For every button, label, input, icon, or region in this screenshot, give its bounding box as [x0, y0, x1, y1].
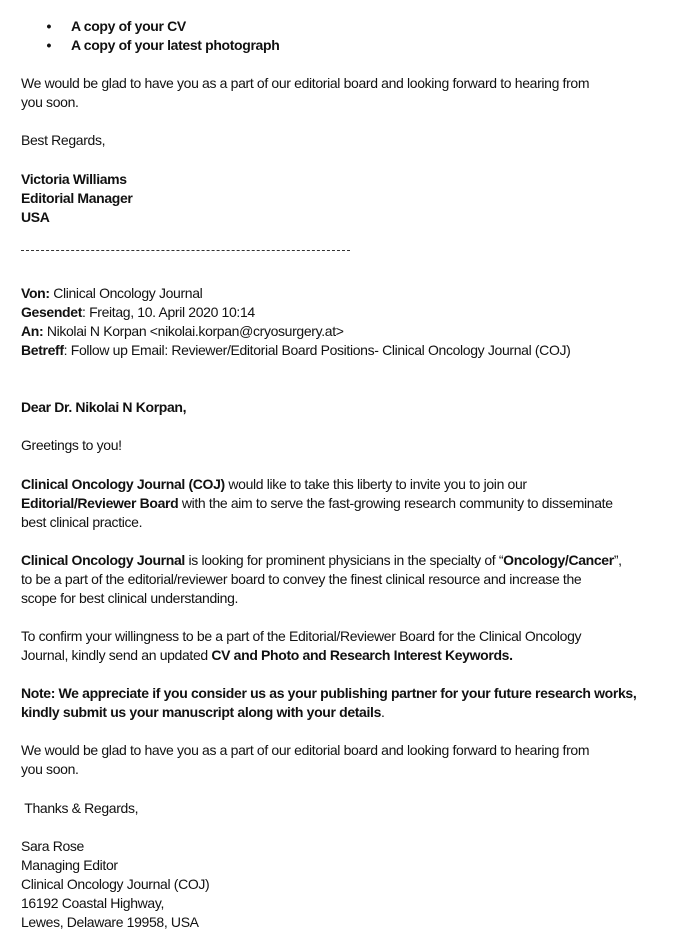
header-to: [21, 322, 344, 341]
journal-name: Clinical Oncology Journal: [21, 552, 185, 568]
header-to-value: Nikolai N Korpan <nikolai.korpan@cryosurgery.at>: [43, 323, 344, 339]
signature-title: Editorial Manager: [21, 190, 133, 206]
requested-items: CV and Photo and Research Interest Keywords.: [211, 647, 513, 663]
note-end: .: [381, 704, 385, 720]
header-from-value: Clinical Oncology Journal: [49, 285, 203, 301]
paragraph-text: Journal, kindly send an updated: [21, 647, 212, 663]
closing-paragraph-line: We would be glad to have you as a part of our editorial board and looking forward to hearing from: [21, 75, 590, 91]
bullet-icon: •: [46, 37, 52, 53]
header-to-label: An:: [21, 323, 44, 339]
paragraph-text: ”,: [613, 552, 622, 568]
paragraph-text: would like to take this liberty to invite you to join our: [224, 476, 527, 492]
greetings-line: Greetings to you!: [21, 437, 122, 453]
header-from: [21, 284, 202, 303]
bullet-icon: •: [46, 18, 52, 34]
salutation: Thanks & Regards,: [21, 800, 139, 816]
greeting: Dear Dr. Nikolai N Korpan,: [21, 399, 187, 415]
paragraph-3-line-2: [21, 646, 513, 665]
header-from-label: Von:: [21, 285, 50, 301]
note-text: kindly submit us your manuscript along with your details: [21, 704, 382, 720]
paragraph-2-line-2: to be a part of the editorial/reviewer board to convey the finest clinical resource and increase the: [21, 571, 582, 587]
note-line-1: Note: We appreciate if you consider us as your publishing partner for your future research works,: [21, 685, 637, 701]
paragraph-text: is looking for prominent physicians in the specialty of “: [184, 552, 504, 568]
paragraph-2-line-1: [21, 551, 622, 570]
journal-name: Clinical Oncology Journal (COJ): [21, 476, 225, 492]
header-subject: [21, 341, 570, 360]
header-sent-label: Gesendet: [21, 304, 82, 320]
salutation: Best Regards,: [21, 132, 106, 148]
paragraph-text: with the aim to serve the fast-growing research community to disseminate: [178, 495, 613, 511]
paragraph-1-line-2: [21, 494, 613, 513]
specialty: Oncology/Cancer: [503, 552, 614, 568]
signature-address-street: 16192 Coastal Highway,: [21, 895, 165, 911]
paragraph-1-line-1: [21, 475, 527, 494]
closing-paragraph-line: We would be glad to have you as a part of our editorial board and looking forward to hearing from: [21, 742, 590, 758]
signature-organization: Clinical Oncology Journal (COJ): [21, 876, 210, 892]
paragraph-1-line-3: best clinical practice.: [21, 514, 143, 530]
bullet-item-photo: A copy of your latest photograph: [71, 37, 280, 53]
header-subject-label: Betreff: [21, 342, 64, 358]
board-name: Editorial/Reviewer Board: [21, 495, 179, 511]
closing-paragraph-line: you soon.: [21, 761, 79, 777]
signature-address-city: Lewes, Delaware 19958, USA: [21, 914, 199, 930]
note-line-2: [21, 703, 385, 722]
paragraph-2-line-3: scope for best clinical understanding.: [21, 590, 239, 606]
header-sent-value: : Freitag, 10. April 2020 10:14: [82, 304, 255, 320]
signature-title: Managing Editor: [21, 857, 118, 873]
separator-line: [21, 250, 350, 251]
signature-country: USA: [21, 209, 50, 225]
closing-paragraph-line: you soon.: [21, 94, 79, 110]
signature-name: Victoria Williams: [21, 171, 127, 187]
signature-name: Sara Rose: [21, 838, 84, 854]
bullet-item-cv: A copy of your CV: [71, 18, 186, 34]
paragraph-3-line-1: To confirm your willingness to be a part of the Editorial/Reviewer Board for the Clinical Oncology: [21, 628, 582, 644]
header-sent: [21, 303, 255, 322]
header-subject-value: : Follow up Email: Reviewer/Editorial Board Positions- Clinical Oncology Journal (COJ): [63, 342, 571, 358]
